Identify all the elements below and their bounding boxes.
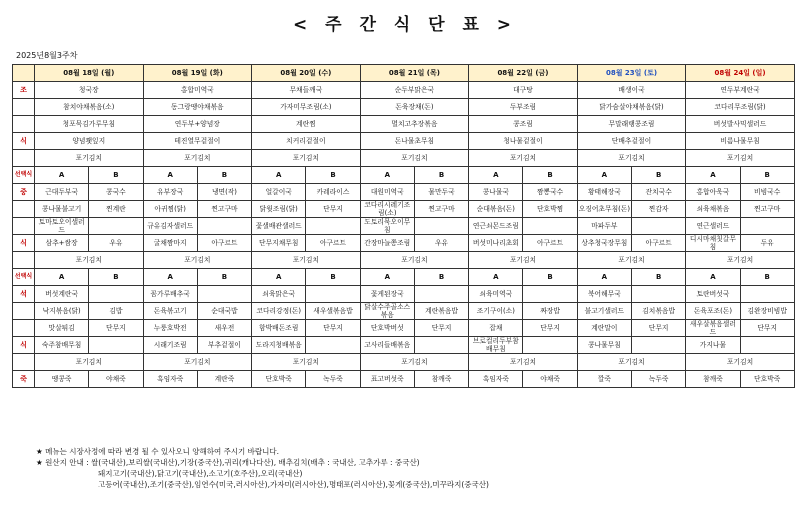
- option-b-label: B: [197, 167, 251, 184]
- dinner-item: 계란말이: [577, 320, 631, 337]
- option-b-label: B: [306, 167, 360, 184]
- dinner-item: 포기김치: [360, 354, 469, 371]
- lunch-item: 굴채짬마지: [143, 235, 197, 252]
- lunch-item: 마파두부: [577, 218, 631, 235]
- porridge-item: 참깨죽: [686, 371, 740, 388]
- porridge-item: 단호박죽: [252, 371, 306, 388]
- dinner-item: 계란볶음밥: [414, 303, 468, 320]
- option-a-label: A: [35, 269, 89, 286]
- breakfast-item: 홍합미역국: [143, 82, 252, 99]
- lunch-item: 쇠육채볶음: [686, 201, 740, 218]
- dinner-item: 포기김치: [686, 354, 795, 371]
- lunch-item: 아귀찜(닭): [143, 201, 197, 218]
- dinner-item: 포기김치: [577, 354, 686, 371]
- dinner-row: [13, 320, 795, 337]
- lunch-item: 아구르트: [523, 235, 577, 252]
- lunch-item-empty: [414, 218, 468, 235]
- breakfast-item: 포기김치: [143, 150, 252, 167]
- day-header: 08월 21일 (목): [360, 65, 469, 82]
- lunch-item: 오징어초무침(돈): [577, 201, 631, 218]
- lunch-item: 물만두국: [414, 184, 468, 201]
- dinner-item: 조기구이(소): [469, 303, 523, 320]
- dinner-item: 낙지볶음(닭): [35, 303, 89, 320]
- lunch-item: 찐고구마: [740, 201, 794, 218]
- lunch-row: [13, 201, 795, 218]
- option-b-label: B: [306, 269, 360, 286]
- option-a-label: A: [143, 167, 197, 184]
- lunch-item: 두유: [740, 235, 794, 252]
- select-label: 선택식: [13, 167, 35, 184]
- lunch-item: 얼갈이국: [252, 184, 306, 201]
- breakfast-item: 돈육장채(돈): [360, 99, 469, 116]
- lunch-item: 홍합아욱국: [686, 184, 740, 201]
- breakfast-item: 포기김치: [35, 150, 144, 167]
- porridge-item: 흑임자죽: [469, 371, 523, 388]
- dinner-row: [13, 354, 795, 371]
- lunch-item: 단무지채무침: [252, 235, 306, 252]
- dinner-item-empty: [632, 337, 686, 354]
- dinner-item: 부추겉절이: [197, 337, 251, 354]
- lunch-item: 디시마채칫갈무침: [686, 235, 740, 252]
- lunch-item: 상추청국장무침: [577, 235, 631, 252]
- lunch-item: 근대두부국: [35, 184, 89, 201]
- lunch-item-empty: [197, 218, 251, 235]
- dinner-item: 맛살튀김: [35, 320, 89, 337]
- lunch-item: 우유: [89, 235, 143, 252]
- lunch-item: 연근쇠몬드조림: [469, 218, 523, 235]
- dinner-item: 포기김치: [469, 354, 578, 371]
- breakfast-item: 코다리무조림(닭): [686, 99, 795, 116]
- dinner-item-empty: [89, 337, 143, 354]
- lunch-item: 포기김치: [686, 252, 795, 269]
- week-label: 2025년8월3주차: [16, 51, 78, 60]
- dinner-item: 단무지: [414, 320, 468, 337]
- dinner-item: 고사리들배볶음: [360, 337, 414, 354]
- porridge-item: 단호박죽: [740, 371, 794, 388]
- day-header: 08월 24일 (일): [686, 65, 795, 82]
- lunch-select-row: [13, 167, 795, 184]
- dinner-side-label: [13, 354, 35, 371]
- lunch-item: 꽃샐배관샐러드: [252, 218, 306, 235]
- option-a-label: A: [577, 167, 631, 184]
- option-a-label: A: [360, 269, 414, 286]
- option-b-label: B: [523, 269, 577, 286]
- breakfast-item: 계란찜: [252, 116, 361, 133]
- lunch-item: 찐고구마: [197, 201, 251, 218]
- breakfast-item: 테진열무겉절이: [143, 133, 252, 150]
- dinner-item: 쇠육맑은국: [252, 286, 306, 303]
- dinner-item: 새우샐볶음밥: [306, 303, 360, 320]
- breakfast-item: 양념꽷잎지: [35, 133, 144, 150]
- dinner-item: 김치볶음밥: [632, 303, 686, 320]
- porridge-row: [13, 371, 795, 388]
- dinner-item: 김밥: [89, 303, 143, 320]
- breakfast-item: 콩조림: [469, 116, 578, 133]
- porridge-item: 야채죽: [89, 371, 143, 388]
- option-b-label: B: [89, 269, 143, 286]
- breakfast-row: [13, 150, 795, 167]
- dinner-item: 순대국밥: [197, 303, 251, 320]
- lunch-item: 토마토오이샐러드: [35, 218, 89, 235]
- lunch-item: 코다리시레기조림(소): [360, 201, 414, 218]
- breakfast-item: 버섯발사믹샐러드: [686, 116, 795, 133]
- dinner-item: 단무지: [89, 320, 143, 337]
- lunch-item: 찐감자: [632, 201, 686, 218]
- breakfast-item: 포기김치: [686, 150, 795, 167]
- lunch-item: 포기김치: [143, 252, 252, 269]
- lunch-item: 비빔국수: [740, 184, 794, 201]
- option-a-label: A: [577, 269, 631, 286]
- dinner-item: 돈육볶고기: [143, 303, 197, 320]
- dinner-item: 코다리강정(돈): [252, 303, 306, 320]
- dinner-item: 새우살볶음샐러드: [686, 320, 740, 337]
- option-b-label: B: [740, 269, 794, 286]
- lunch-item: 황태해장국: [577, 184, 631, 201]
- lunch-row: [13, 252, 795, 269]
- lunch-item: 도토리묵오이무침: [360, 218, 414, 235]
- breakfast-item: 청포묵김가루무침: [35, 116, 144, 133]
- dinner-item: 꼼가루배추국: [143, 286, 197, 303]
- day-header: 08월 20일 (수): [252, 65, 361, 82]
- dinner-row: [13, 337, 795, 354]
- lunch-item: 포기김치: [35, 252, 144, 269]
- lunch-item: 유부장국: [143, 184, 197, 201]
- dinner-item: 포기김치: [35, 354, 144, 371]
- porridge-item: 땡콩죽: [35, 371, 89, 388]
- breakfast-item: 대구탕: [469, 82, 578, 99]
- dinner-item: 짜장밥: [523, 303, 577, 320]
- lunch-side-label: 중: [13, 184, 35, 201]
- lunch-side-label: [13, 252, 35, 269]
- dinner-item-empty: [632, 286, 686, 303]
- dinner-item: 단무지: [306, 320, 360, 337]
- lunch-item: 잔치국수: [632, 184, 686, 201]
- breakfast-row: [13, 116, 795, 133]
- lunch-item: 규유김자샐러드: [143, 218, 197, 235]
- lunch-side-label: 식: [13, 235, 35, 252]
- breakfast-side-label: 식: [13, 133, 35, 150]
- breakfast-item: 닭가슴살야채볶음(닭): [577, 99, 686, 116]
- lunch-item: 포기김치: [577, 252, 686, 269]
- breakfast-item: 무말래랭콩조림: [577, 116, 686, 133]
- breakfast-side-label: [13, 150, 35, 167]
- dinner-item: 누룽호박전: [143, 320, 197, 337]
- note-origin-meat: 돼지고기(국내산),닭고기(국내산),소고기(호주산),오리(국내산): [98, 469, 303, 478]
- lunch-item: 포기김치: [469, 252, 578, 269]
- breakfast-item: 연두부+양념장: [143, 116, 252, 133]
- day-header: 08월 18일 (월): [35, 65, 144, 82]
- lunch-item: 버섯미나리초회: [469, 235, 523, 252]
- option-a-label: A: [252, 269, 306, 286]
- option-b-label: B: [89, 167, 143, 184]
- porridge-item: 깔죽: [577, 371, 631, 388]
- lunch-item: 아구르트: [632, 235, 686, 252]
- dinner-item: 포기김치: [252, 354, 361, 371]
- lunch-item: 단무지: [306, 201, 360, 218]
- dinner-item-empty: [306, 286, 360, 303]
- lunch-item: 찐고구마: [414, 201, 468, 218]
- dinner-item-empty: [523, 286, 577, 303]
- lunch-item: 포기김치: [360, 252, 469, 269]
- dinner-item: 새우전: [197, 320, 251, 337]
- option-b-label: B: [740, 167, 794, 184]
- option-b-label: B: [523, 167, 577, 184]
- lunch-item: 콩나물국: [469, 184, 523, 201]
- dinner-item-empty: [740, 286, 794, 303]
- porridge-item: 야채죽: [523, 371, 577, 388]
- breakfast-item: 무채들깨국: [252, 82, 361, 99]
- lunch-item: 포기김치: [252, 252, 361, 269]
- breakfast-item: 단배추겉절이: [577, 133, 686, 150]
- dinner-item: 가지나물: [686, 337, 740, 354]
- dinner-item: 콩나물무침: [577, 337, 631, 354]
- dinner-item: 닭살수주골소스볶음: [360, 303, 414, 320]
- lunch-row: [13, 218, 795, 235]
- lunch-item: 닭윗조림(닭): [252, 201, 306, 218]
- notes: [36, 446, 489, 490]
- breakfast-item: 연두부계란국: [686, 82, 795, 99]
- dinner-item: 포기김치: [143, 354, 252, 371]
- option-b-label: B: [632, 269, 686, 286]
- lunch-item: 대원미역국: [360, 184, 414, 201]
- breakfast-row: [13, 82, 795, 99]
- porridge-item: 계란죽: [197, 371, 251, 388]
- dinner-item: 북어해무국: [577, 286, 631, 303]
- breakfast-side-label: [13, 116, 35, 133]
- option-a-label: A: [469, 269, 523, 286]
- dinner-item: 함박배돈조림: [252, 320, 306, 337]
- dinner-item-empty: [414, 337, 468, 354]
- lunch-item: 아구르트: [197, 235, 251, 252]
- breakfast-row: [13, 133, 795, 150]
- lunch-item: 아구르트: [306, 235, 360, 252]
- porridge-item: 참깨죽: [414, 371, 468, 388]
- porridge-side-label: 죽: [13, 371, 35, 388]
- breakfast-item: 비름나물무침: [686, 133, 795, 150]
- dinner-item: 불고기샐러드: [577, 303, 631, 320]
- select-label: 선택식: [13, 269, 35, 286]
- lunch-item: 우유: [414, 235, 468, 252]
- day-header: 08월 19일 (화): [143, 65, 252, 82]
- breakfast-item: 치커리겉절이: [252, 133, 361, 150]
- dinner-side-label: 식: [13, 337, 35, 354]
- lunch-item-empty: [306, 218, 360, 235]
- dinner-item-empty: [523, 337, 577, 354]
- lunch-item: 순대볶음(돈): [469, 201, 523, 218]
- note-origin-fish: 고등어(국내산),조기(중국산),임연수(미국,러시아산),가자미(러시아산),명태포(러시아산),꽃게(중국산),미꾸라지(중국산): [98, 480, 489, 489]
- option-a-label: A: [35, 167, 89, 184]
- option-a-label: A: [252, 167, 306, 184]
- lunch-item: 삼추+쌈장: [35, 235, 89, 252]
- lunch-item-empty: [740, 218, 794, 235]
- breakfast-item: 멸치고추장볶음: [360, 116, 469, 133]
- option-a-label: A: [360, 167, 414, 184]
- dinner-item: 단무지: [740, 320, 794, 337]
- dinner-item: 버섯계란국: [35, 286, 89, 303]
- dinner-item-empty: [197, 286, 251, 303]
- porridge-item: 녹두죽: [632, 371, 686, 388]
- dinner-item: 잡채: [469, 320, 523, 337]
- breakfast-item: 순두부맑은국: [360, 82, 469, 99]
- breakfast-item: 돈나물초무침: [360, 133, 469, 150]
- breakfast-item: 포기김치: [360, 150, 469, 167]
- dinner-select-row: [13, 269, 795, 286]
- porridge-item: 표고버섯죽: [360, 371, 414, 388]
- lunch-item: 카레라이스: [306, 184, 360, 201]
- option-a-label: A: [143, 269, 197, 286]
- lunch-side-label: [13, 201, 35, 218]
- dinner-item: 도라지청배볶음: [252, 337, 306, 354]
- option-b-label: B: [197, 269, 251, 286]
- option-b-label: B: [414, 269, 468, 286]
- dinner-item-empty: [740, 337, 794, 354]
- breakfast-item: 두부조림: [469, 99, 578, 116]
- dinner-item-empty: [306, 337, 360, 354]
- lunch-row: [13, 235, 795, 252]
- option-a-label: A: [686, 167, 740, 184]
- dinner-side-label: [13, 303, 35, 320]
- breakfast-item: 포기김치: [577, 150, 686, 167]
- breakfast-item: 포기김치: [469, 150, 578, 167]
- dinner-item-empty: [414, 286, 468, 303]
- lunch-item: 콩나물불고기: [35, 201, 89, 218]
- porridge-item: 흑임자죽: [143, 371, 197, 388]
- breakfast-row: [13, 99, 795, 116]
- day-header: 08월 22일 (금): [469, 65, 578, 82]
- breakfast-side-label: 조: [13, 82, 35, 99]
- dinner-item: 꽃게된장국: [360, 286, 414, 303]
- option-b-label: B: [632, 167, 686, 184]
- dinner-item: 토란버섯국: [686, 286, 740, 303]
- lunch-row: [13, 184, 795, 201]
- lunch-item-empty: [89, 218, 143, 235]
- breakfast-item: 청국장: [35, 82, 144, 99]
- option-a-label: A: [469, 167, 523, 184]
- page-title: < 주 간 식 단 표 >: [292, 15, 518, 35]
- dinner-item: 단무지: [632, 320, 686, 337]
- option-b-label: B: [414, 167, 468, 184]
- day-header: 08월 23일 (토): [577, 65, 686, 82]
- dinner-item: 브로컬리두부참배무침: [469, 337, 523, 354]
- lunch-item: 찐계란: [89, 201, 143, 218]
- lunch-item: 냉면(작): [197, 184, 251, 201]
- lunch-item: 간장마늘쫑조림: [360, 235, 414, 252]
- lunch-side-label: [13, 218, 35, 235]
- dinner-item: 단호박버섯: [360, 320, 414, 337]
- lunch-item: 콩국수: [89, 184, 143, 201]
- note-menu-change: ★ 메뉴는 시장사정에 따라 변경 될 수 있사오니 양해하여 주시기 바랍니다.: [36, 447, 280, 456]
- dinner-item: 단무지: [523, 320, 577, 337]
- breakfast-item: 가자미무조림(소): [252, 99, 361, 116]
- porridge-item: 녹두죽: [306, 371, 360, 388]
- dinner-row: [13, 303, 795, 320]
- dinner-side-label: 석: [13, 286, 35, 303]
- dinner-item: 돈육포조(돈): [686, 303, 740, 320]
- dinner-item: 숙주참배무침: [35, 337, 89, 354]
- dinner-item: 쇠육미역국: [469, 286, 523, 303]
- lunch-item-empty: [523, 218, 577, 235]
- breakfast-item: 동그랑땡야채볶음: [143, 99, 252, 116]
- breakfast-item: 배생이국: [577, 82, 686, 99]
- corner-cell: [13, 65, 35, 82]
- breakfast-item: 참치야채볶음(소): [35, 99, 144, 116]
- option-a-label: A: [686, 269, 740, 286]
- header-row: [13, 65, 795, 82]
- lunch-item: 짬뽕국수: [523, 184, 577, 201]
- breakfast-item: 포기김치: [252, 150, 361, 167]
- note-origin: ★ 원산지 안내 : 쌀(국내산),보리쌀(국내산),기장(중국산),귀리(캐나다산), 배추김치(배추 : 국내산, 고추가루 : 중국산): [36, 458, 420, 467]
- lunch-item: 단호박찜: [523, 201, 577, 218]
- dinner-side-label: [13, 320, 35, 337]
- dinner-item-empty: [89, 286, 143, 303]
- lunch-item: 연근샐러드: [686, 218, 740, 235]
- dinner-item: 김완장비빔밥: [740, 303, 794, 320]
- dinner-item: 시래기조림: [143, 337, 197, 354]
- breakfast-item: 청나물겉절이: [469, 133, 578, 150]
- dinner-row: [13, 286, 795, 303]
- lunch-item-empty: [632, 218, 686, 235]
- breakfast-side-label: [13, 99, 35, 116]
- weekly-menu-table: [12, 64, 795, 388]
